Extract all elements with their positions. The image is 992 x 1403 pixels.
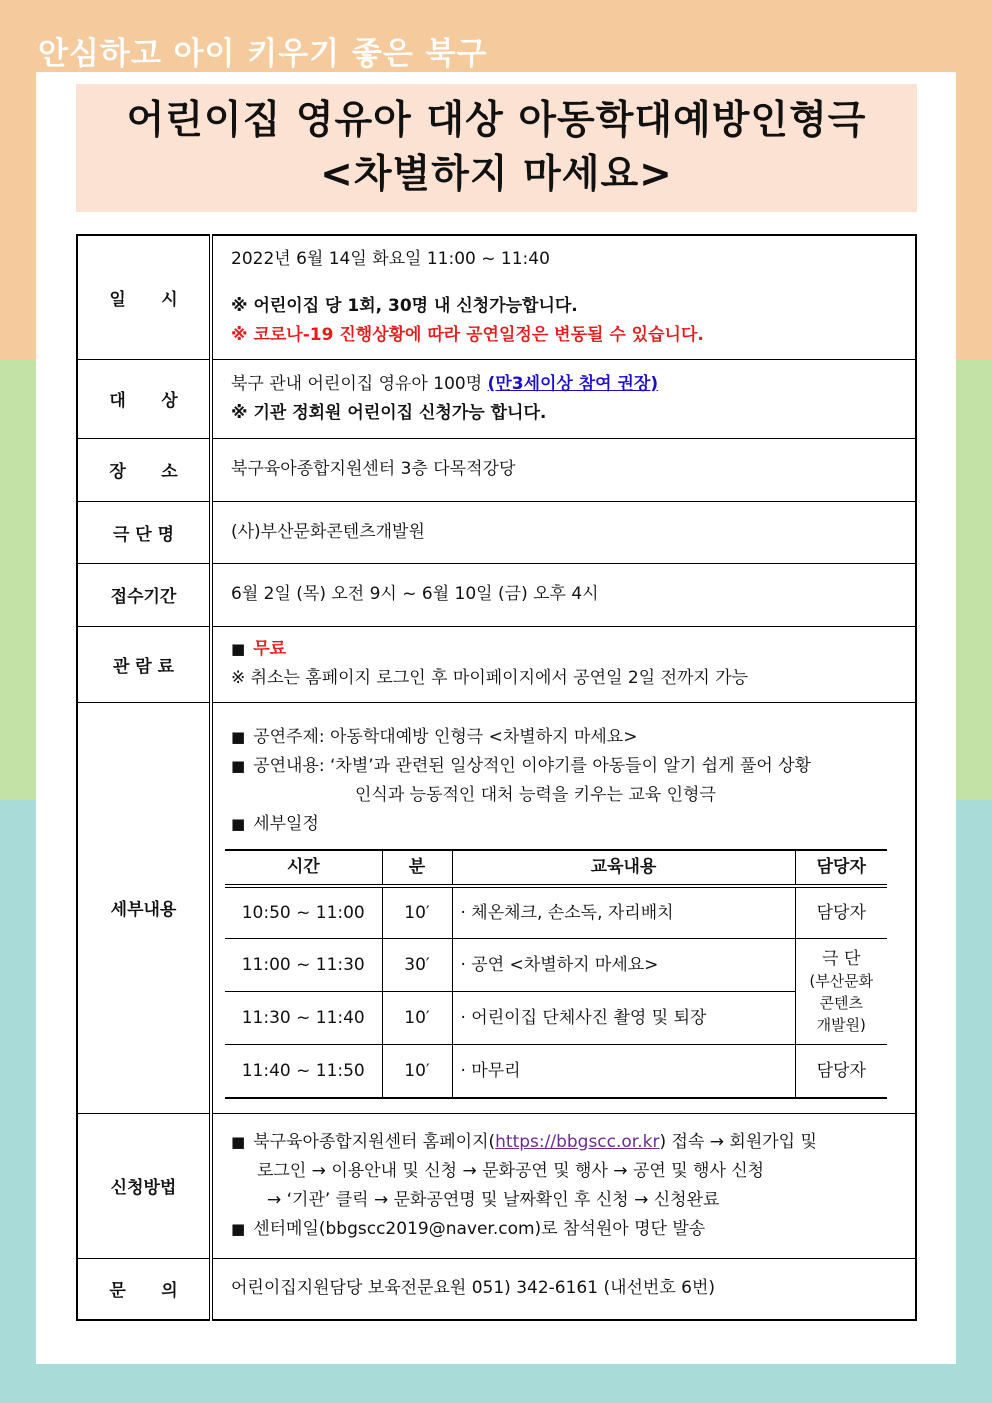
target-age-link[interactable]: (만3세이상 참여 권장): [487, 373, 659, 394]
square-bullet-icon: ■: [231, 1219, 246, 1238]
title-line-2: <차별하지 마세요>: [320, 152, 673, 197]
row-date: [77, 235, 916, 359]
title-box: [76, 84, 917, 212]
label-troupe: 극 단 명: [77, 501, 211, 563]
target-note: ※ 기관 정회원 어린이집 신청가능 합니다.: [231, 402, 547, 423]
date-note-1: ※ 어린이집 당 1회, 30명 내 신청가능합니다.: [231, 295, 578, 316]
fee-note: ※ 취소는 홈페이지 로그인 후 마이페이지에서 공연일 2일 전까지 가능: [231, 668, 749, 688]
schedule-content: · 마무리: [452, 1045, 795, 1098]
square-bullet-icon: ■: [231, 640, 246, 658]
content-apply: [211, 1113, 916, 1258]
apply-line-3: → ‘기관’ 클릭 → 문화공연명 및 날짜확인 후 신청 → 신청완료: [267, 1189, 720, 1210]
schedule-min: 10′: [382, 992, 452, 1045]
schedule-table: [225, 849, 887, 1099]
date-text: 2022년 6월 14일 화요일 11:00 ~ 11:40: [231, 248, 550, 269]
schedule-time: 11:30 ~ 11:40: [225, 992, 382, 1045]
header-time: 시간: [225, 850, 382, 886]
table-row: [225, 886, 887, 939]
header-min: 분: [382, 850, 452, 886]
square-bullet-icon: ■: [231, 814, 246, 833]
schedule-person: 담당자: [795, 1045, 887, 1098]
schedule-min: 10′: [382, 1045, 452, 1098]
label-fee: 관 람 료: [77, 626, 211, 702]
label-details: 세부내용: [77, 702, 211, 1113]
table-row: [225, 939, 887, 992]
label-period: 접수기간: [77, 563, 211, 626]
row-fee: [77, 626, 916, 702]
schedule-header-row: [225, 850, 887, 886]
row-details: [77, 702, 916, 1113]
schedule-min: 30′: [382, 939, 452, 992]
table-row: [225, 1045, 887, 1098]
schedule-content: · 체온체크, 손소독, 자리배치: [452, 886, 795, 939]
homepage-link[interactable]: https://bbgscc.or.kr: [495, 1131, 660, 1152]
label-contact: 문 의: [77, 1258, 211, 1320]
content-fee: [211, 626, 916, 702]
label-date: 일 시: [77, 235, 211, 359]
label-apply: 신청방법: [77, 1113, 211, 1258]
fee-line-1: [231, 635, 915, 664]
period-text: 6월 2일 (목) 오전 9시 ~ 6월 10일 (금) 오후 4시: [211, 563, 916, 626]
header-person: 담당자: [795, 850, 887, 886]
details-content-cont: 인식과 능동적인 대처 능력을 키우는 교육 인형극: [355, 784, 716, 805]
schedule-time: 11:00 ~ 11:30: [225, 939, 382, 992]
details-theme: ■ 공연주제: 아동학대예방 인형극 <차별하지 마세요>: [231, 726, 638, 747]
fee-free: 무료: [253, 639, 287, 659]
schedule-person: 담당자: [795, 886, 887, 939]
place-text: 북구육아종합지원센터 3층 다목적강당: [211, 438, 916, 501]
details-schedule-title: ■ 세부일정: [231, 813, 319, 834]
details-content: ■ 공연내용: ‘차별’과 관련된 일상적인 이야기를 아동들이 알기 쉽게 풀어 상황: [231, 755, 812, 776]
schedule-min: 10′: [382, 886, 452, 939]
square-bullet-icon: ■: [231, 727, 246, 746]
row-apply: [77, 1113, 916, 1258]
troupe-text: (사)부산문화콘텐츠개발원: [211, 501, 916, 563]
slogan: 안심하고 아이 키우기 좋은 북구: [38, 36, 488, 72]
square-bullet-icon: ■: [231, 1132, 246, 1151]
target-text: 북구 관내 어린이집 영유아 100명: [231, 373, 483, 394]
schedule-content: · 공연 <차별하지 마세요>: [452, 939, 795, 992]
row-place: [77, 438, 916, 501]
schedule-time: 11:40 ~ 11:50: [225, 1045, 382, 1098]
content-target: [211, 359, 916, 438]
row-target: [77, 359, 916, 438]
content-details: [211, 702, 916, 1113]
label-place: 장 소: [77, 438, 211, 501]
schedule-person-troupe: 극 단 (부산문화 콘텐츠 개발원): [795, 939, 887, 1045]
schedule-content: · 어린이집 단체사진 촬영 및 퇴장: [452, 992, 795, 1045]
title-line-1: 어린이집 영유아 대상 아동학대예방인형극: [126, 98, 867, 143]
date-note-2: ※ 코로나-19 진행상황에 따라 공연일정은 변동될 수 있습니다.: [231, 324, 704, 345]
info-table: [76, 234, 917, 1321]
table-row: [225, 992, 887, 1045]
schedule-time: 10:50 ~ 11:00: [241, 902, 365, 923]
row-period: [77, 563, 916, 626]
header-content: 교육내용: [452, 850, 795, 886]
row-contact: [77, 1258, 916, 1320]
label-target: 대 상: [77, 359, 211, 438]
row-troupe: [77, 501, 916, 563]
apply-line-2: 로그인 → 이용안내 및 신청 → 문화공연 및 행사 → 공연 및 행사 신청: [257, 1160, 765, 1181]
apply-line-1: ■ 북구육아종합지원센터 홈페이지(https://bbgscc.or.kr) 접속 → 회원가입 및: [231, 1131, 817, 1152]
contact-text: 어린이집지원담당 보육전문요원 051) 342-6161 (내선번호 6번): [211, 1258, 916, 1320]
square-bullet-icon: ■: [231, 756, 246, 775]
content-date: [211, 235, 916, 359]
target-line-1: [231, 370, 915, 399]
apply-line-4: ■ 센터메일(bbgscc2019@naver.com)로 참석원아 명단 발송: [231, 1218, 706, 1239]
